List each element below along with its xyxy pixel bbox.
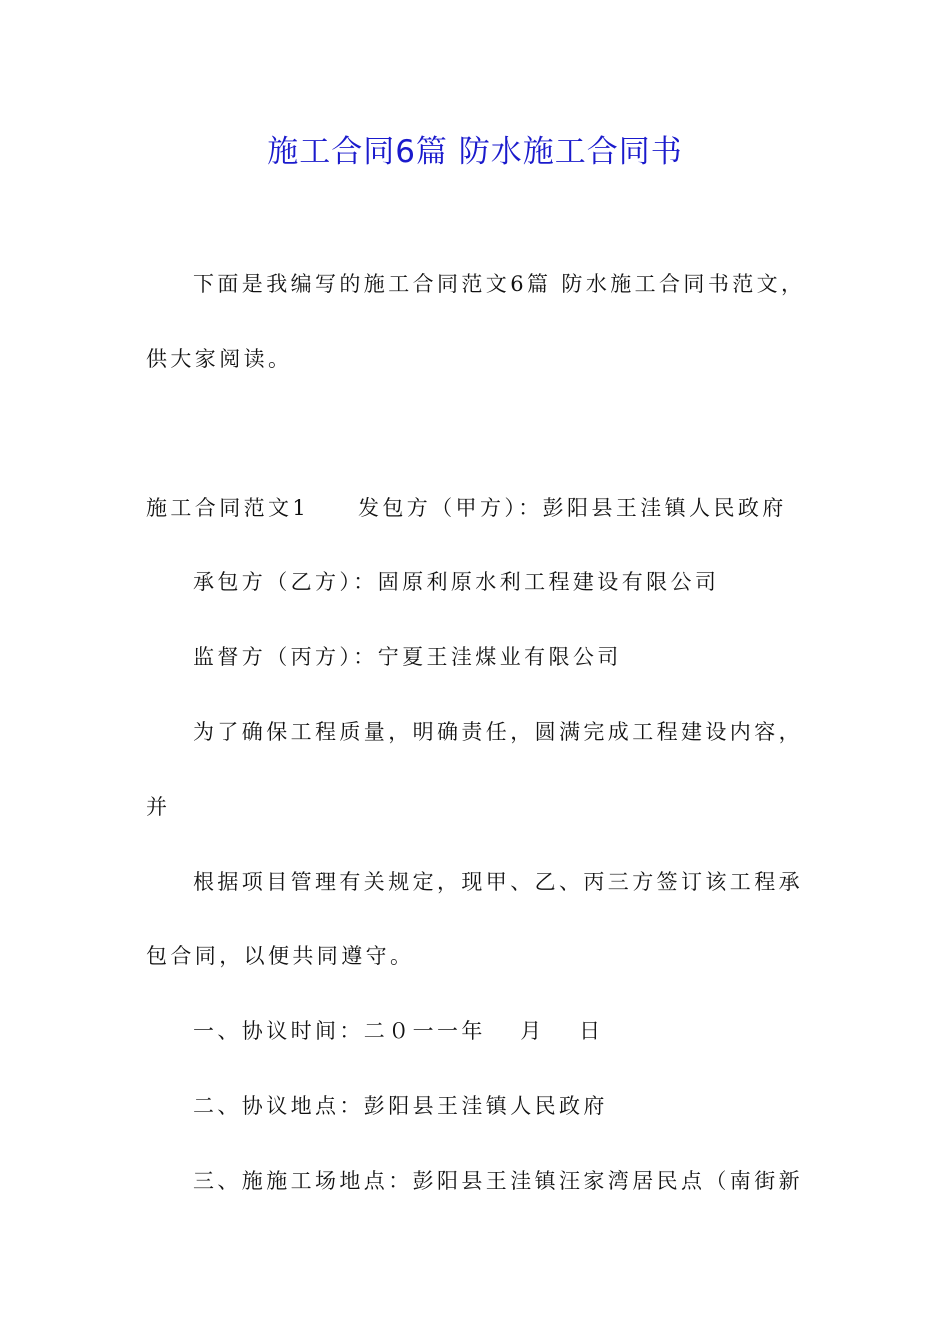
paragraph-line: 监督方（丙方）：宁夏王洼煤业有限公司: [193, 645, 622, 669]
paragraph-line: 并: [146, 795, 171, 819]
document-title: 施工合同6篇 防水施工合同书: [267, 134, 683, 170]
paragraph-line: 施工合同范文1 发包方（甲方）：彭阳县王洼镇人民政府: [146, 496, 787, 520]
paragraph-line: 根据项目管理有关规定，现甲、乙、丙三方签订该工程承: [193, 870, 803, 894]
paragraph-line: 为了确保工程质量，明确责任，圆满完成工程建设内容，: [193, 720, 803, 744]
paragraph-line: 下面是我编写的施工合同范文6篇 防水施工合同书范文，: [193, 272, 806, 296]
paragraph-line: 包合同，以便共同遵守。: [146, 944, 415, 968]
paragraph-line: 承包方（乙方）：固原利原水利工程建设有限公司: [193, 570, 720, 594]
paragraph-line: 供大家阅读。: [146, 347, 293, 371]
paragraph-line: 二、协议地点：彭阳县王洼镇人民政府: [193, 1094, 608, 1118]
paragraph-line: 一、协议时间：二０一一年 月 日: [193, 1019, 604, 1043]
paragraph-line: 三、施施工场地点：彭阳县王洼镇汪家湾居民点（南街新: [193, 1169, 803, 1193]
